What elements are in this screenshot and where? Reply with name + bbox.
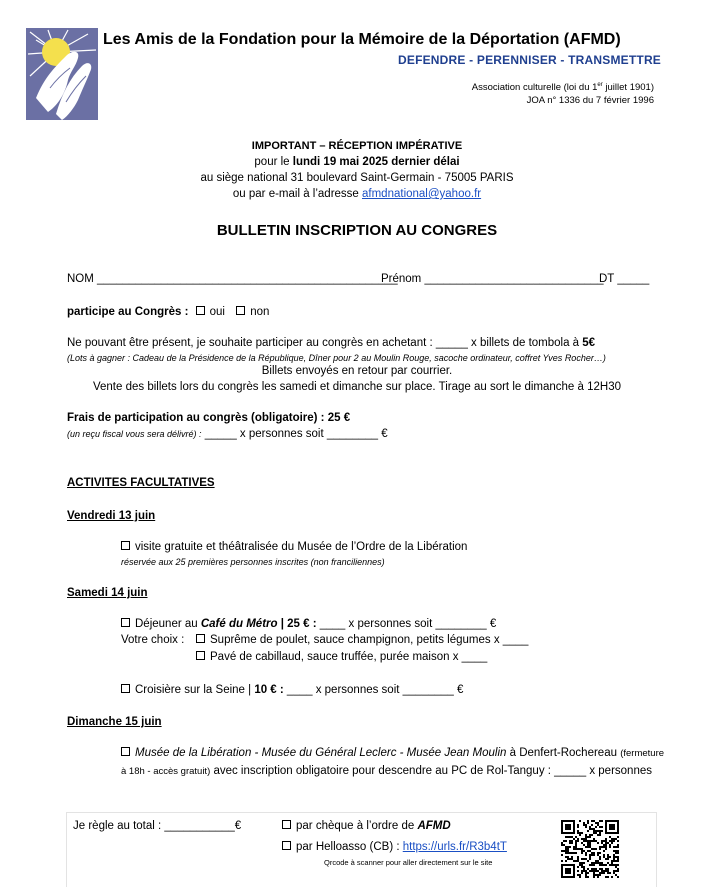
helloasso-option[interactable] — [282, 841, 507, 853]
email-link[interactable]: afmdnational@yahoo.fr — [362, 188, 482, 200]
assoc-line1-b: juillet 1901) — [602, 82, 654, 94]
dimanche-heading: Dimanche 15 juin — [67, 716, 162, 728]
choix-poulet[interactable] — [196, 634, 528, 646]
prenom-field[interactable]: Prénom ____________________________ — [381, 273, 604, 285]
tombola-text: Ne pouvant être présent, je souhaite participer au congrès en achetant : _____ x billets de tombola à — [67, 337, 583, 349]
croisiere-text: Croisière sur la Seine | — [135, 684, 255, 696]
musee-checkbox[interactable] — [121, 747, 130, 756]
croisiere-option[interactable] — [121, 684, 463, 696]
musee-inscription: avec inscription obligatoire pour descendre au PC de Rol-Tanguy : _____ x personnes — [210, 765, 652, 777]
poulet-checkbox[interactable] — [196, 634, 205, 643]
choix-cabillaud[interactable] — [196, 651, 487, 663]
association-info — [472, 79, 654, 107]
helloasso-text: par Helloasso (CB) : — [296, 841, 403, 853]
visite-option[interactable] — [121, 541, 467, 553]
musee-option[interactable] — [121, 747, 664, 759]
participation-label: participe au Congrès : — [67, 306, 189, 318]
tombola-lots: (Lots à gagner : Cadeau de la Présidence de la République, Dîner pour 2 au Moulin Rouge, sacoche ordinateur, coffret Yves Rocher…) — [67, 353, 606, 363]
cheque-payee: AFMD — [417, 820, 451, 832]
important-notice: IMPORTANT – RÉCEPTION IMPÉRATIVE — [251, 140, 463, 152]
frais-label: Frais de participation au congrès (obligatoire) : 25 € — [67, 412, 351, 424]
cheque-text: par chèque à l’ordre de — [296, 820, 418, 832]
frais-line[interactable] — [67, 428, 388, 440]
tombola-sale: Vente des billets lors du congrès les samedi et dimanche sur place. Tirage au sort le dimanche à 12H30 — [92, 381, 622, 393]
vendredi-heading: Vendredi 13 juin — [67, 510, 156, 522]
deadline-line — [0, 156, 714, 168]
address-line: au siège national 31 boulevard Saint-Germain - 75005 PARIS — [200, 172, 514, 184]
visite-note: réservée aux 25 premières personnes inscrites (non franciliennes) — [121, 557, 385, 567]
total-field[interactable]: Je règle au total : ___________€ — [73, 820, 242, 832]
afmd-logo-icon — [26, 28, 98, 120]
participation-row — [67, 306, 269, 318]
helloasso-checkbox[interactable] — [282, 841, 291, 850]
tombola-price: 5€ — [582, 337, 596, 349]
qr-code-icon[interactable] — [561, 820, 619, 880]
org-title: Les Amis de la Fondation pour la Mémoire de la Déportation (AFMD) — [103, 31, 621, 48]
org-motto: DEFENDRE - PERENNISER - TRANSMETTRE — [398, 53, 662, 67]
musee-line-2 — [121, 765, 652, 777]
deadline-prefix: pour le — [254, 156, 293, 168]
association-line-2: JOA n° 1336 du 7 février 1996 — [526, 95, 654, 107]
cheque-checkbox[interactable] — [282, 820, 291, 829]
tombola-mail: Billets envoyés en retour par courrier. — [261, 365, 453, 377]
dejeuner-option[interactable] — [121, 618, 496, 630]
dt-field[interactable]: DT _____ — [599, 273, 650, 285]
helloasso-link[interactable]: https://urls.fr/R3b4tT — [402, 841, 507, 853]
poulet-label: Suprême de poulet, sauce champignon, petits légumes x ____ — [210, 634, 529, 646]
qr-note: Qrcode à scanner pour aller directement sur le site — [324, 858, 493, 867]
samedi-heading: Samedi 14 juin — [67, 587, 148, 599]
dejeuner-persons: ____ x personnes soit ________ € — [316, 618, 497, 630]
activites-heading: ACTIVITES FACULTATIVES — [67, 477, 215, 489]
deadline-date: lundi 19 mai 2025 dernier délai — [292, 156, 460, 168]
frais-persons: _____ x personnes soit ________ € — [201, 428, 388, 440]
form-title: BULLETIN INSCRIPTION AU CONGRES — [216, 222, 498, 239]
assoc-line1-sup: er — [597, 82, 603, 88]
non-label: non — [250, 306, 270, 318]
croisiere-persons: ____ x personnes soit ________ € — [283, 684, 464, 696]
choix-label: Votre choix : — [121, 634, 185, 646]
frais-recu: (un reçu fiscal vous sera délivré) : — [67, 429, 202, 439]
cabillaud-label: Pavé de cabillaud, sauce truffée, purée maison x ____ — [210, 651, 488, 663]
non-checkbox[interactable] — [236, 306, 245, 315]
croisiere-checkbox[interactable] — [121, 684, 130, 693]
musee-access: à 18h - accès gratuit) — [121, 766, 211, 777]
musee-fermeture: (fermeture — [620, 748, 665, 759]
cabillaud-checkbox[interactable] — [196, 651, 205, 660]
cheque-option[interactable] — [282, 820, 451, 832]
dejeuner-price: | 25 € : — [277, 618, 317, 630]
croisiere-price: 10 € : — [254, 684, 284, 696]
oui-label: oui — [209, 306, 225, 318]
visite-label: visite gratuite et théâtralisée du Musée de l’Ordre de la Libération — [135, 541, 468, 553]
tombola-line — [67, 337, 595, 349]
nom-field[interactable]: NOM _______________________________________________ — [67, 273, 398, 285]
email-prefix: ou par e-mail à l’adresse — [232, 188, 363, 200]
dejeuner-checkbox[interactable] — [121, 618, 130, 627]
email-line — [0, 188, 714, 200]
musee-location: à Denfert-Rochereau — [506, 747, 621, 759]
oui-checkbox[interactable] — [196, 306, 205, 315]
dejeuner-text: Déjeuner au — [135, 618, 201, 630]
musee-names: Musée de la Libération - Musée du Général Leclerc - Musée Jean Moulin — [135, 747, 507, 759]
assoc-line1-a: Association culturelle (loi du 1 — [471, 82, 598, 94]
association-line-1 — [472, 79, 654, 94]
dejeuner-venue: Café du Métro — [200, 618, 278, 630]
visite-checkbox[interactable] — [121, 541, 130, 550]
